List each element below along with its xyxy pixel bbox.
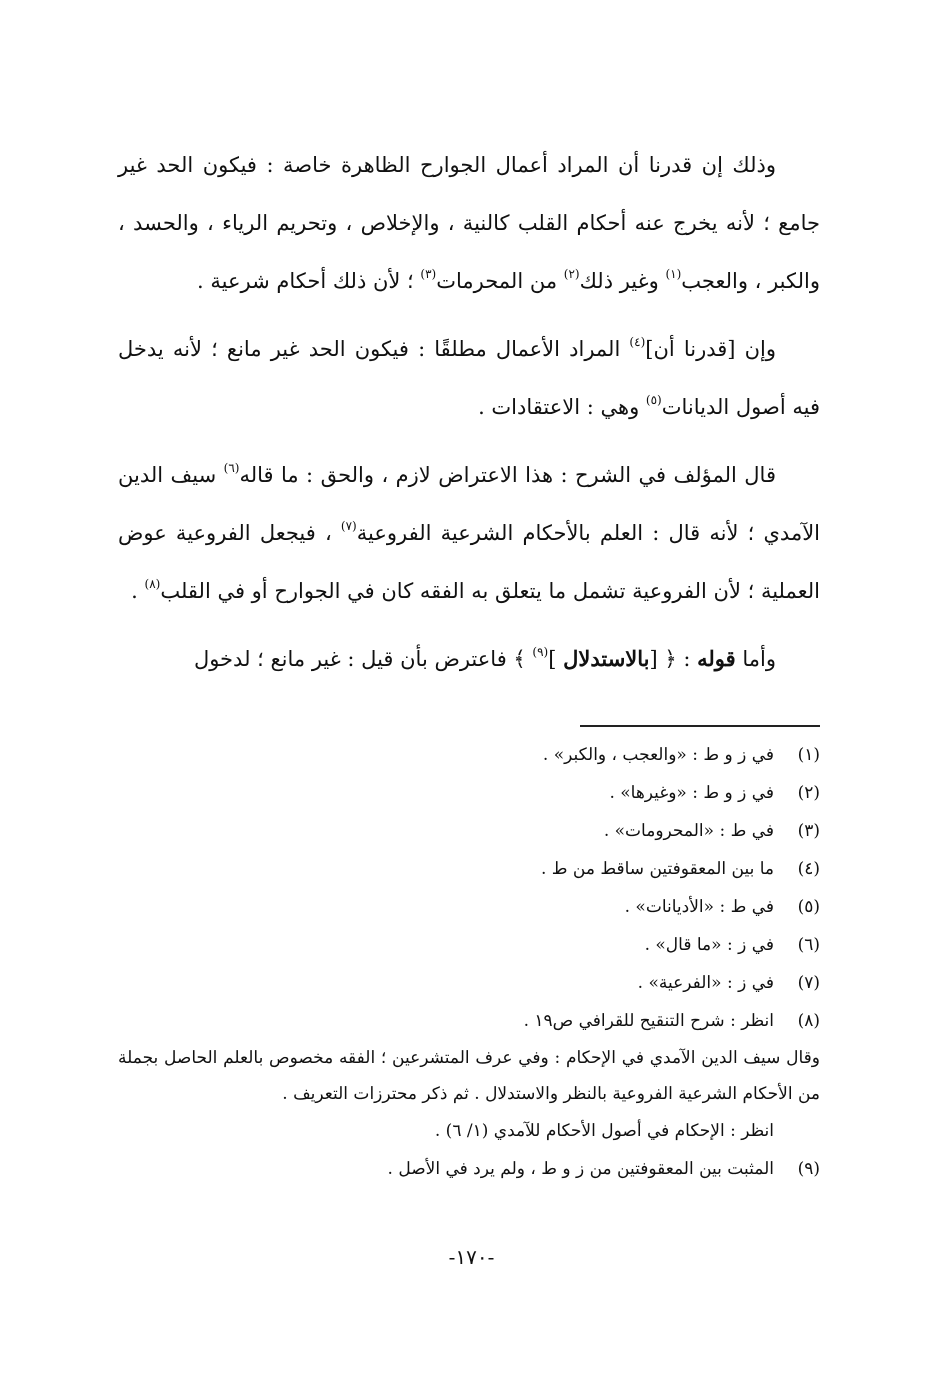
footnote-number: (٦) xyxy=(797,935,820,955)
footnote-ref-4[interactable]: (٤) xyxy=(629,335,646,349)
p3-text-a: قال المؤلف في الشرح : هذا الاعتراض لازم ، والحق : ما قاله xyxy=(239,463,776,487)
footnote-ref-8[interactable]: (٨) xyxy=(144,577,161,591)
footnote-4 xyxy=(118,850,820,888)
footnote-ref-9[interactable]: (٩) xyxy=(532,645,549,659)
footnote-number: (٧) xyxy=(797,973,820,993)
p1-text-a: وذلك إن قدرنا أن المراد أعمال الجوارح الظاهرة خاصة : فيكون الحد غير جامع ؛ لأنه يخرج عنه أحكام القلب كالنية ، والإخلاص ، وتحريم الرياء ، والحسد ، والكبر ، والعجب xyxy=(118,153,820,293)
footnote-ref-7[interactable]: (٧) xyxy=(340,519,357,533)
p2-text-a: وإن [قدرنا أن] xyxy=(645,337,777,361)
footnote-text: في ز : «الفرعية» . xyxy=(637,973,774,993)
footnotes xyxy=(118,736,820,1188)
paragraph-3 xyxy=(118,446,820,620)
footnote-8-reference: انظر : الإحكام في أصول الأحكام للآمدي (١/ ٦) . xyxy=(434,1121,774,1141)
footnote-text: في ط : «الأديانات» . xyxy=(624,897,774,917)
footnote-text: في ز و ط : «وغيرها» . xyxy=(609,783,774,803)
footnote-5 xyxy=(118,888,820,926)
p2-text-b: المراد الأعمال مطلقًا : فيكون الحد غير مانع ؛ لأنه يدخل فيه أصول الديانات xyxy=(118,337,820,419)
footnote-number: (٢) xyxy=(797,783,820,803)
footnote-text: في ط : «المحرومات» . xyxy=(603,821,774,841)
footnote-divider xyxy=(580,725,820,727)
footnote-2 xyxy=(118,774,820,812)
footnote-text: في ز و ط : «والعجب ، والكبر» . xyxy=(542,745,774,765)
p1-text-b: وغير ذلك xyxy=(579,269,666,293)
p4-text-b: : ﴿ [ xyxy=(649,647,698,671)
p3-text-b: سيف الدين الآمدي ؛ لأنه قال : العلم بالأحكام الشرعية الفروعية xyxy=(118,463,820,545)
paragraph-4 xyxy=(118,630,820,688)
p1-text-d: ؛ لأن ذلك أحكام شرعية . xyxy=(197,269,421,293)
footnote-ref-6[interactable]: (٦) xyxy=(223,461,240,475)
footnote-number: (٣) xyxy=(797,821,820,841)
footnote-ref-3[interactable]: (٣) xyxy=(420,267,437,281)
footnote-ref-5[interactable]: (٥) xyxy=(645,393,662,407)
footnote-9 xyxy=(118,1150,820,1188)
p4-text-c: ] xyxy=(548,647,564,671)
paragraph-1 xyxy=(118,136,820,310)
footnote-number: (٨) xyxy=(797,1011,820,1031)
footnote-text: في ز : «ما قال» . xyxy=(644,935,774,955)
footnote-7 xyxy=(118,964,820,1002)
footnote-3 xyxy=(118,812,820,850)
footnote-text: المثبت بين المعقوفتين من ز و ط ، ولم يرد في الأصل . xyxy=(387,1159,774,1179)
p3-text-c: ، فيجعل الفروعية عوض العملية ؛ لأن الفروعية تشمل ما يتعلق به الفقه كان في الجوارح أو في القلب xyxy=(118,521,820,603)
footnote-1 xyxy=(118,736,820,774)
footnote-number: (١) xyxy=(797,745,820,765)
page-number: -١٧٠- xyxy=(448,1245,495,1269)
p4-bold-word: قوله xyxy=(697,646,736,671)
p2-text-c: وهي : الاعتقادات . xyxy=(478,395,646,419)
p1-text-c: من المحرمات xyxy=(436,269,564,293)
paragraph-2 xyxy=(118,320,820,436)
footnote-number: (٤) xyxy=(797,859,820,879)
footnote-text: ما بين المعقوفتين ساقط من ط . xyxy=(540,859,774,879)
footnote-number: (٩) xyxy=(797,1159,820,1179)
footnote-6 xyxy=(118,926,820,964)
footnote-ref-1[interactable]: (١) xyxy=(665,267,682,281)
main-text xyxy=(118,136,820,688)
footnote-text: انظر : شرح التنقيح للقرافي ص١٩ . xyxy=(523,1011,774,1031)
footnote-number: (٥) xyxy=(797,897,820,917)
footnote-ref-2[interactable]: (٢) xyxy=(563,267,580,281)
p4-text-d: ﴾ فاعترض بأن قيل : غير مانع ؛ لدخول xyxy=(193,647,533,671)
p4-bold-term: بالاستدلال xyxy=(563,646,650,671)
footnote-8 xyxy=(118,1002,820,1040)
p3-text-d: . xyxy=(131,579,145,603)
p4-text-a: وأما xyxy=(735,647,776,671)
footnote-8-continuation: وقال سيف الدين الآمدي في الإحكام : وفي عرف المتشرعين ؛ الفقه مخصوص بالعلم الحاصل بجملة من الأحكام الشرعية الفروعية بالنظر والاستدلال . ثم ذكر محترزات التعريف . xyxy=(118,1048,820,1104)
